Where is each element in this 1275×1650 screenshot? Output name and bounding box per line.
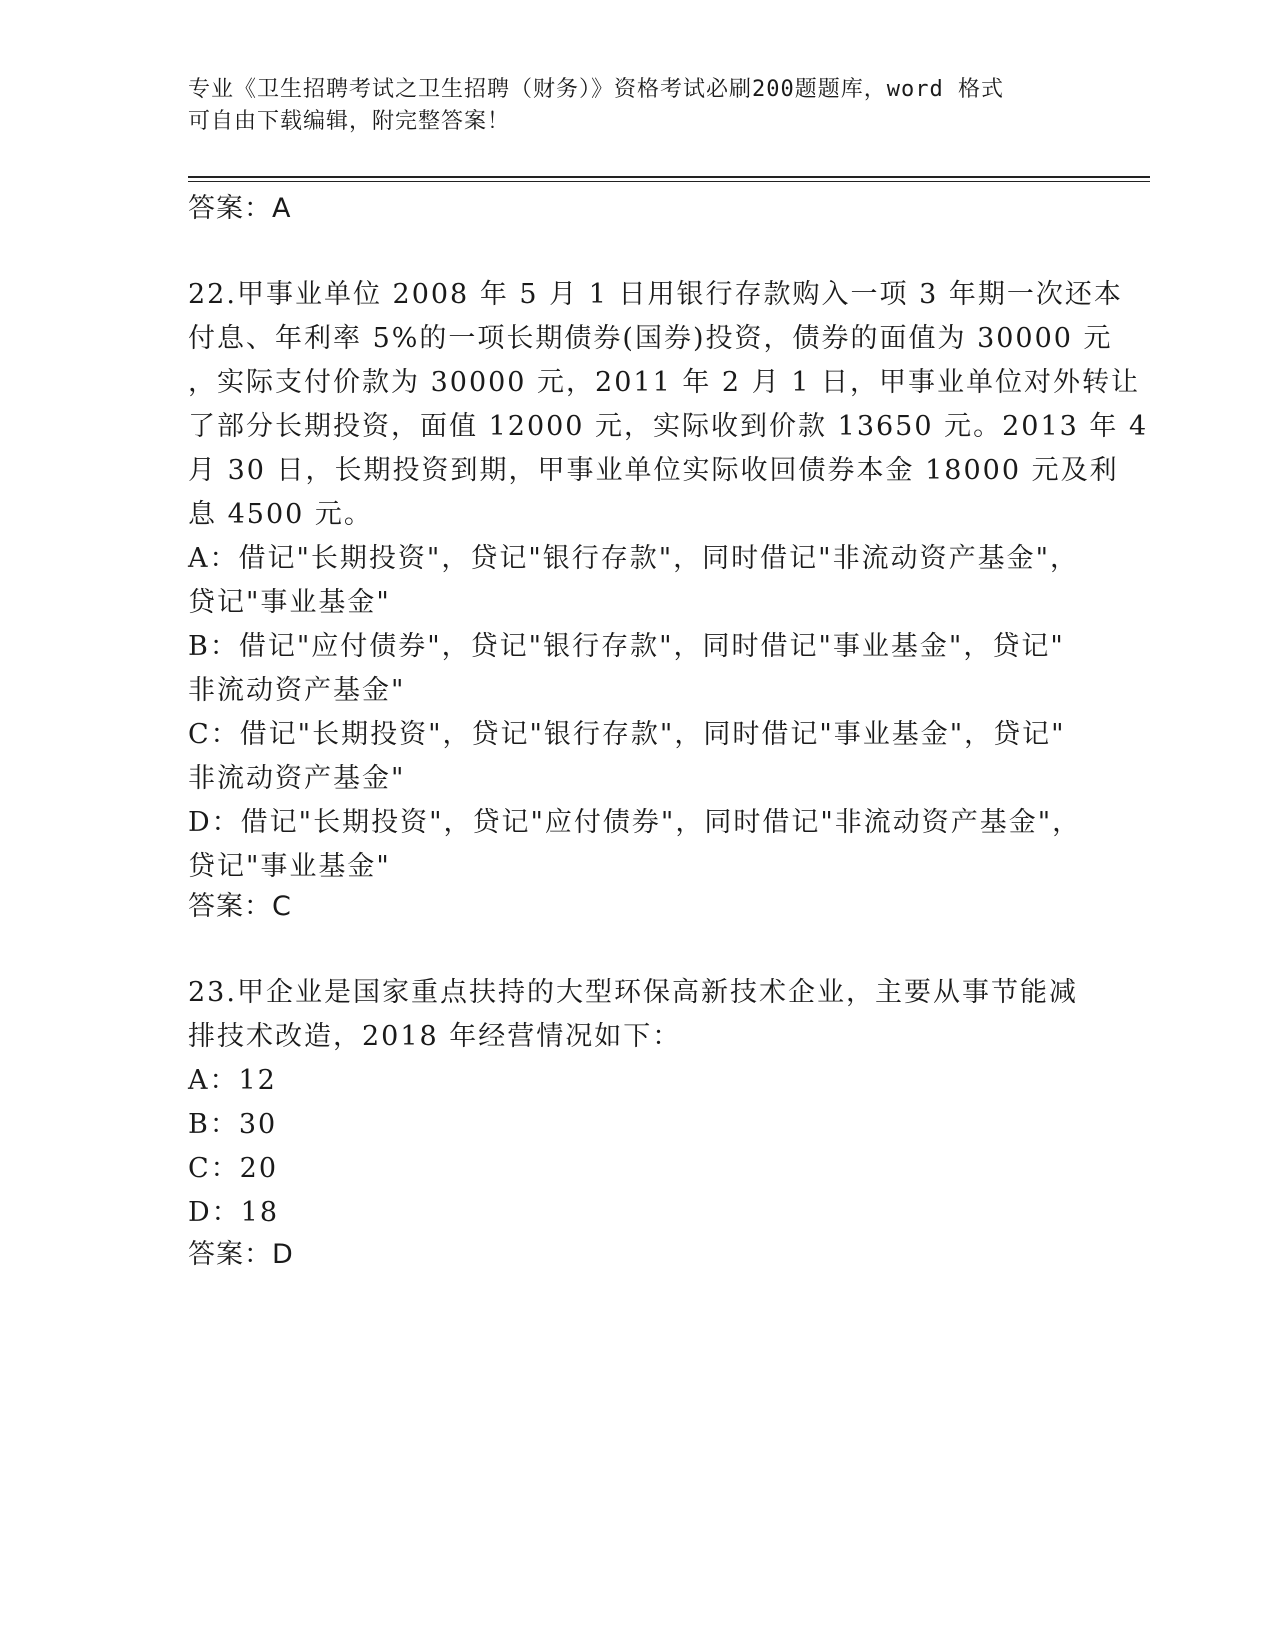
q23-option-a: A：12 [188, 1065, 277, 1096]
q22-text-line-1: 22.甲事业单位 2008 年 5 月 1 日用银行存款购入一项 3 年期一次还本 [188, 279, 1123, 310]
header-line-1: 专业《卫生招聘考试之卫生招聘（财务）》资格考试必刷200题题库，word 格式 [188, 77, 1004, 102]
q23-option-b: B：30 [188, 1109, 278, 1140]
q22-text-line-2: 付息、年利率 5%的一项长期债券(国券)投资，债券的面值为 30000 元 [188, 323, 1113, 354]
q22-text-line-6: 息 4500 元。 [188, 499, 373, 530]
q22-text-line-5: 月 30 日，长期投资到期，甲事业单位实际收回债券本金 18000 元及利 [188, 455, 1119, 486]
q22-option-a-line-2: 贷记"事业基金" [188, 587, 391, 618]
q22-text-line-4: 了部分长期投资，面值 12000 元，实际收到价款 13650 元。2013 年 4 [188, 411, 1149, 442]
header-line-2: 可自由下载编辑，附完整答案！ [188, 109, 511, 134]
document-header [188, 74, 1068, 138]
q22-option-d-line-2: 贷记"事业基金" [188, 851, 391, 882]
q23-text-line-1: 23.甲企业是国家重点扶持的大型环保高新技术企业，主要从事节能减 [188, 977, 1078, 1008]
q23-text-line-2: 排技术改造，2018 年经营情况如下： [188, 1021, 682, 1052]
q23-option-c: C：20 [188, 1153, 279, 1184]
q22-answer: 答案：C [188, 891, 292, 922]
header-divider [188, 176, 1150, 178]
q23-answer: 答案：D [188, 1239, 294, 1270]
q23-option-d: D：18 [188, 1197, 280, 1228]
q22-option-c-line-2: 非流动资产基金" [188, 763, 406, 794]
q22-option-c-line-1: C：借记"长期投资"，贷记"银行存款"，同时借记"事业基金"，贷记" [188, 719, 1066, 750]
q22-option-a-line-1: A：借记"长期投资"，贷记"银行存款"，同时借记"非流动资产基金"， [188, 543, 1080, 574]
q22-option-d-line-1: D：借记"长期投资"，贷记"应付债券"，同时借记"非流动资产基金"， [188, 807, 1082, 838]
q22-text-line-3: ，实际支付价款为 30000 元，2011 年 2 月 1 日，甲事业单位对外转让 [188, 367, 1141, 398]
answer-previous: 答案：A [188, 193, 292, 224]
q22-option-b-line-2: 非流动资产基金" [188, 675, 406, 706]
header-divider-thin [188, 181, 1150, 182]
q22-option-b-line-1: B：借记"应付债券"，贷记"银行存款"，同时借记"事业基金"，贷记" [188, 631, 1065, 662]
